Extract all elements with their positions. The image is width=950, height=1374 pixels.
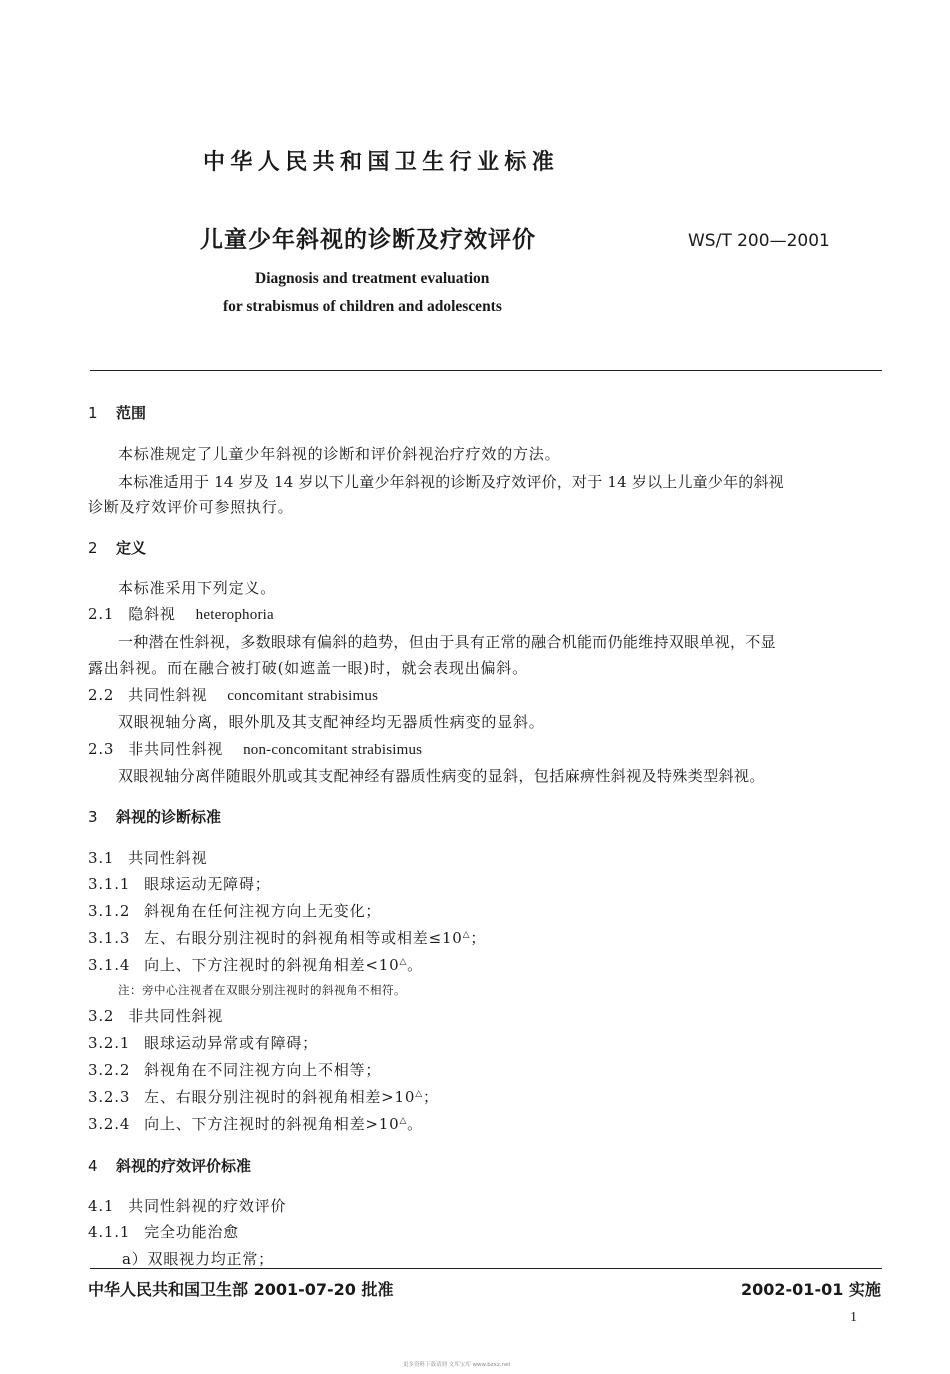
clause-text: 完全功能治愈: [144, 1223, 239, 1241]
section-heading-definitions: [88, 537, 146, 558]
item-number: 3.2.4: [88, 1115, 131, 1133]
approval-date: 中华人民共和国卫生部 2001-07-20 批准: [88, 1280, 394, 1299]
term-english: non-concomitant strabisimus: [243, 742, 423, 758]
item-number: 3.1.1: [88, 875, 131, 893]
item-number: 2.2: [88, 686, 115, 704]
clause: [88, 1032, 318, 1053]
document-code: WS/T 200—2001: [688, 231, 830, 251]
prism-diopter-symbol: △: [399, 1116, 408, 1126]
definition-term: [88, 684, 378, 705]
clause: [88, 900, 381, 921]
section-title: 斜视的疗效评价标准: [116, 1157, 252, 1175]
section-number: 3: [88, 808, 98, 826]
definition-text: 双眼视轴分离，眼外肌及其支配神经均无器质性病变的显斜。: [118, 713, 545, 731]
clause-text: 共同性斜视: [128, 849, 208, 867]
item-number: 2.1: [88, 605, 115, 623]
prism-diopter-symbol: △: [399, 957, 408, 967]
clause: [88, 1195, 286, 1216]
section-number: 2: [88, 539, 98, 557]
prism-diopter-symbol: △: [415, 1089, 423, 1099]
section-title: 范围: [116, 404, 147, 422]
item-number: 3.2: [88, 1007, 115, 1025]
clause: [88, 1005, 223, 1026]
clause: [88, 1113, 423, 1134]
footer-divider: [90, 1268, 882, 1269]
item-number: 4.1: [88, 1197, 115, 1215]
definition-text: 双眼视轴分离伴随眼外肌或其支配神经有器质性病变的显斜，包括麻痹性斜视及特殊类型斜视。: [118, 767, 765, 785]
clause-punct: ；: [470, 929, 487, 947]
item-number: 3.1: [88, 849, 115, 867]
document-title: 儿童少年斜视的诊断及疗效评价: [200, 227, 536, 253]
term-english: heterophoria: [195, 607, 274, 623]
effective-date: 2002-01-01 实施: [741, 1280, 881, 1299]
definition-text-continuation: 露出斜视。而在融合被打破(如遮盖一眼)时，就会表现出偏斜。: [88, 659, 528, 677]
note: 注：旁中心注视者在双眼分别注视时的斜视角不相符。: [118, 983, 406, 997]
section-heading-diagnosis: [88, 806, 221, 827]
paragraph-continuation: 诊断及疗效评价可参照执行。: [88, 498, 294, 516]
page-number: 1: [850, 1310, 857, 1325]
definition-term: [88, 603, 274, 624]
section-heading-scope: [88, 402, 146, 423]
item-number: 3.2.3: [88, 1088, 131, 1106]
item-number: 3.1.4: [88, 956, 131, 974]
clause-text: 眼球运动异常或有障碍；: [144, 1034, 318, 1052]
prism-diopter-symbol: △: [462, 930, 471, 940]
paragraph: 本标准规定了儿童少年斜视的诊断和评价斜视治疗疗效的方法。: [118, 445, 561, 463]
clause-punct: 。: [407, 956, 423, 974]
clause: [88, 1086, 439, 1107]
clause-text: 向上、下方注视时的斜视角相差<10: [144, 956, 400, 974]
item-number: 2.3: [88, 740, 115, 758]
item-number: 3.2.2: [88, 1061, 131, 1079]
term-english: concomitant strabisimus: [227, 688, 379, 704]
clause-text: 左、右眼分别注视时的斜视角相等或相差≤10: [144, 929, 463, 947]
term-chinese: 共同性斜视: [128, 686, 208, 704]
item-number: 3.2.1: [88, 1034, 131, 1052]
header-divider: [90, 370, 882, 371]
clause-punct: ；: [422, 1088, 439, 1106]
term-chinese: 隐斜视: [128, 605, 176, 623]
clause: [88, 1221, 239, 1242]
term-chinese: 非共同性斜视: [128, 740, 224, 758]
section-title: 斜视的诊断标准: [116, 808, 222, 826]
clause-text: 非共同性斜视: [128, 1007, 224, 1025]
paragraph: 本标准采用下列定义。: [118, 579, 277, 597]
section-number: 4: [88, 1157, 98, 1175]
clause-text: 斜视角在不同注视方向上不相等；: [144, 1061, 382, 1079]
definition-text: 一种潜在性斜视，多数眼球有偏斜的趋势，但由于具有正常的融合机能而仍能维持双眼单视，不显: [118, 633, 776, 651]
clause-text: 斜视角在任何注视方向上无变化；: [144, 902, 382, 920]
definition-term: [88, 738, 422, 759]
clause-text: 向上、下方注视时的斜视角相差>10: [144, 1115, 400, 1133]
section-heading-efficacy: [88, 1155, 251, 1176]
standard-category-title: 中华人民共和国卫生行业标准: [203, 150, 560, 175]
section-number: 1: [88, 404, 98, 422]
item-number: 4.1.1: [88, 1223, 131, 1241]
paragraph: 本标准适用于 14 岁及 14 岁以下儿童少年斜视的诊断及疗效评价，对于 14 岁以上儿童少年的斜视: [118, 473, 784, 491]
clause-text: 左、右眼分别注视时的斜视角相差>10: [144, 1088, 416, 1106]
list-item: a）双眼视力均正常；: [122, 1250, 274, 1268]
clause: [88, 847, 207, 868]
english-title-line2: for strabismus of children and adolescents: [223, 298, 502, 315]
item-number: 3.1.2: [88, 902, 131, 920]
clause-punct: 。: [407, 1115, 423, 1133]
clause: [88, 927, 486, 948]
clause: [88, 873, 271, 894]
english-title-line1: Diagnosis and treatment evaluation: [255, 270, 490, 287]
watermark-text: 更多资料下载请到 文库宝库 www.bzxz.net: [403, 1362, 511, 1368]
section-title: 定义: [116, 539, 147, 557]
clause-text: 眼球运动无障碍；: [144, 875, 271, 893]
clause-text: 共同性斜视的疗效评价: [128, 1197, 287, 1215]
item-number: 3.1.3: [88, 929, 131, 947]
clause: [88, 1059, 381, 1080]
clause: [88, 954, 423, 975]
